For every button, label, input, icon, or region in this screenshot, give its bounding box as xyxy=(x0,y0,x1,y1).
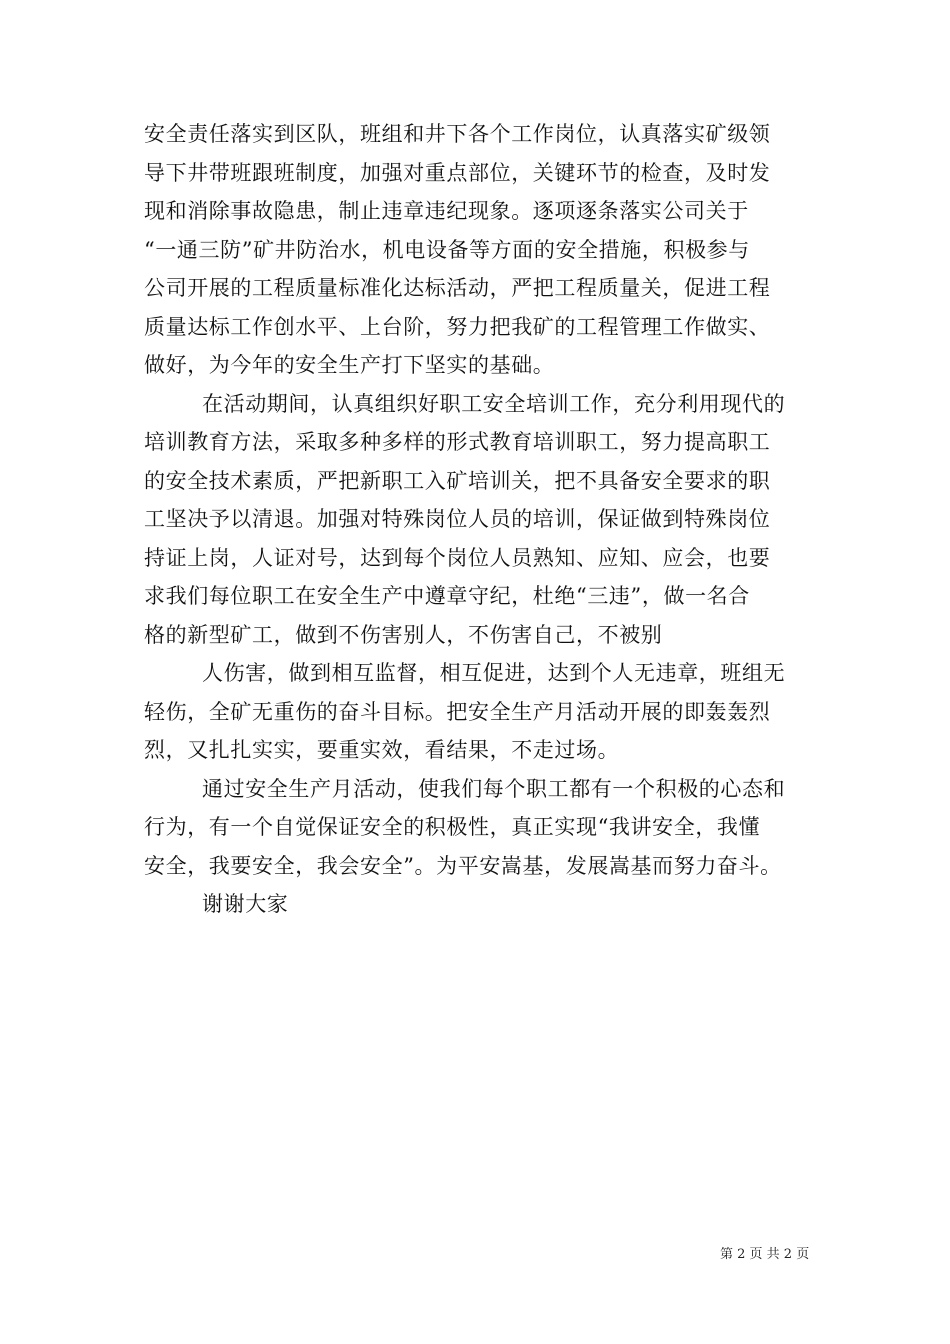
document-body xyxy=(144,115,806,924)
page-number-footer: 第 2 页 共 2 页 xyxy=(720,1247,810,1262)
text-line: 质量达标工作创水平、上台阶，努力把我矿的工程管理工作做实、 xyxy=(144,314,771,339)
text-line: 公司开展的工程质量标准化达标活动，严把工程质量关，促进工程 xyxy=(144,276,771,300)
text-line: 格的新型矿工，做到不伤害别人，不伤害自己，不被别 xyxy=(144,622,663,647)
text-line: 轻伤，全矿无重伤的奋斗目标。把安全生产月活动开展的即轰轰烈 xyxy=(144,699,771,724)
text-line: 现和消除事故隐患，制止违章违纪现象。逐项逐条落实公司关于 xyxy=(144,199,749,223)
text-line: 做好，为今年的安全生产打下坚实的基础。 xyxy=(144,353,555,377)
text-line: 安全责任落实到区队，班组和井下各个工作岗位，认真落实矿级领 xyxy=(144,122,771,146)
text-line: 通过安全生产月活动，使我们每个职工都有一个积极的心态和 xyxy=(202,776,786,801)
text-line: 工坚决予以清退。加强对特殊岗位人员的培训，保证做到特殊岗位 xyxy=(144,507,771,531)
text-line: 安全，我要安全，我会安全”。为平安嵩基，发展嵩基而努力奋斗。 xyxy=(144,853,782,878)
text-line: 行为，有一个自觉保证安全的积极性，真正实现“我讲安全，我懂 xyxy=(144,815,761,839)
text-line: 持证上岗，人证对号，达到每个岗位人员熟知、应知、应会，也要 xyxy=(144,545,771,570)
text-line: 求我们每位职工在安全生产中遵章守纪，杜绝“三违”，做一名合 xyxy=(144,584,750,608)
text-line: 培训教育方法，采取多种多样的形式教育培训职工，努力提高职工 xyxy=(144,430,771,454)
text-line: “一通三防”矿井防治水，机电设备等方面的安全措施，积极参与 xyxy=(144,237,750,262)
text-line: 谢谢大家 xyxy=(202,892,289,916)
text-line: 烈，又扎扎实实，要重实效，看结果，不走过场。 xyxy=(144,738,620,762)
text-line: 的安全技术素质，严把新职工入矿培训关，把不具备安全要求的职 xyxy=(144,468,771,493)
text-line: 在活动期间，认真组织好职工安全培训工作，充分利用现代的 xyxy=(202,391,786,416)
text-line: 导下井带班跟班制度，加强对重点部位，关键环节的检查，及时发 xyxy=(144,160,771,185)
text-line: 人伤害，做到相互监督，相互促进，达到个人无违章，班组无 xyxy=(202,661,786,685)
